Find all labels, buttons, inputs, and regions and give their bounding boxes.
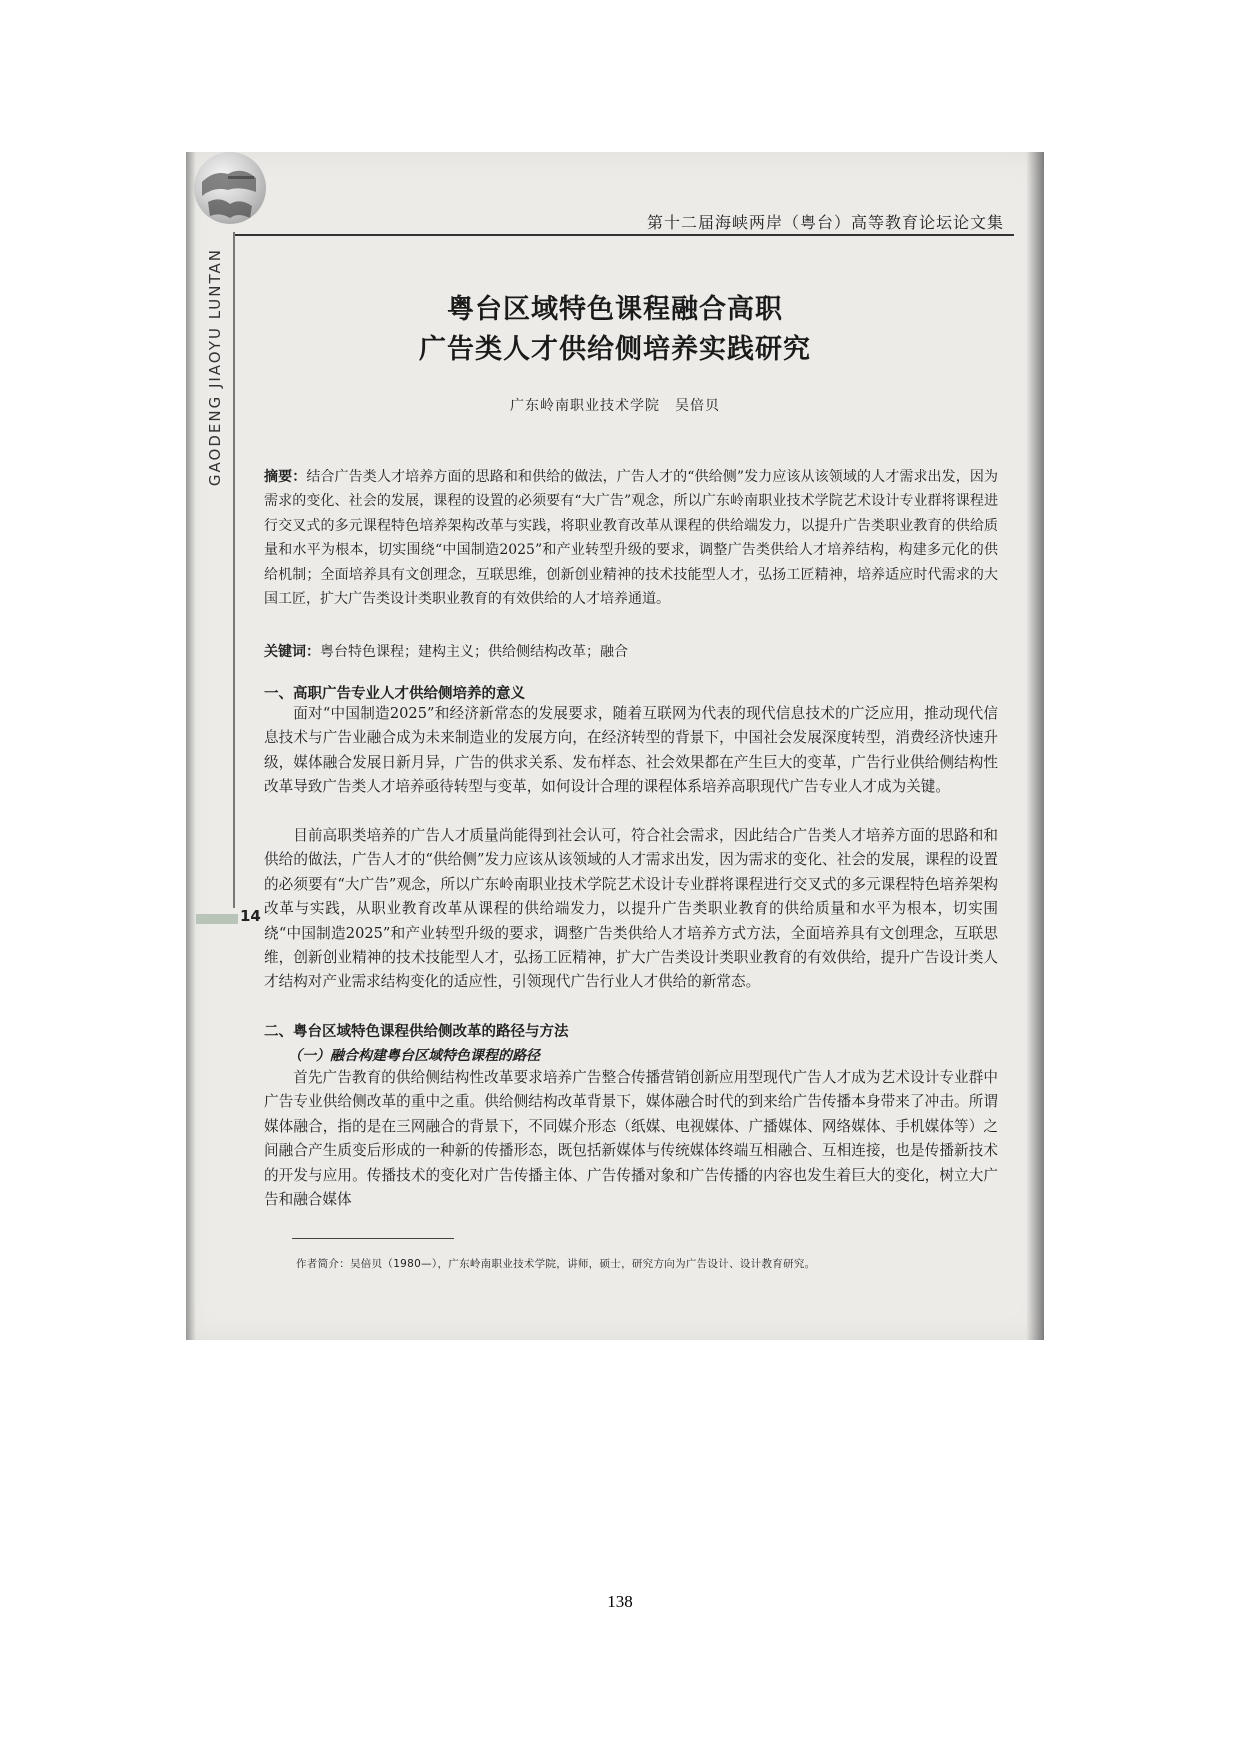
title-line-2: 广告类人才供给侧培养实践研究: [419, 334, 811, 365]
abstract-label: 摘要：: [264, 469, 307, 485]
subsection-heading: （一）融合构建粤台区域特色课程的路径: [288, 1048, 540, 1064]
scanned-page: [186, 152, 1044, 1340]
document-page-number: 138: [607, 1592, 633, 1611]
title-line-1: 粤台区域特色课程融合高职: [447, 294, 783, 325]
paragraph-2: 目前高职类培养的广告人才质量尚能得到社会认可，符合社会需求，因此结合广告类人才培养方面的思路和和供给的做法，广告人才的“供给侧”发力应该从该领域的人才需求出发，因为需求的变化、社会的发展，课程的设置的必须要有“大广告”观念，所以广东岭南职业技术学院艺术设计专业群将课程进行交叉式的多元课程特色培养架构改革与实践，从职业教育改革从课程的供给端发力，以提升广告类职业教育的供给质量和水平为根本，切实围绕“中国制造2025”和产业转型升级的要求，调整广告类供给人才培养方式方法，全面培养具有文创理念，互联思维，创新创业精神的技术技能型人才，弘扬工匠精神，扩大广告类设计类职业教育的有效供给，提升广告设计类人才结构对产业需求结构变化的适应性，引领现代广告行业人才供给的新常态。: [264, 827, 998, 991]
footnote-rule: [292, 1238, 454, 1239]
header-rule: [234, 234, 1014, 236]
paragraph-3: 首先广告教育的供给侧结构性改革要求培养广告整合传播营销创新应用型现代广告人才成为艺术设计专业群中广告专业供给侧改革的重中之重。供给侧结构改革背景下，媒体融合时代的到来给广告传播本身带来了冲击。所谓媒体融合，指的是在三网融合的背景下，不同媒介形态（纸媒、电视媒体、广播媒体、网络媒体、手机媒体等）之间融合产生质变后形成的一种新的传播形态，既包括新媒体与传统媒体终端互相融合、互相连接，也是传播新技术的开发与应用。传播技术的变化对广告传播主体、广告传播对象和广告传播的内容也发生着巨大的变化，树立大广告和融合媒体: [264, 1069, 998, 1209]
forum-logo-icon: [194, 152, 266, 224]
abstract: [264, 465, 998, 611]
abstract-text: 结合广告类人才培养方面的思路和和供给的做法，广告人才的“供给侧”发力应该从该领域的人才需求出发，因为需求的变化、社会的发展，课程的设置的必须要有“大广告”观念，所以广东岭南职业技术学院艺术设计专业群将课程进行交叉式的多元课程特色培养架构改革与实践，将职业教育改革从课程的供给端发力，以提升广告类职业教育的供给质量和水平为根本，切实围绕“中国制造2025”和产业转型升级的要求，调整广告类供给人才培养结构，构建多元化的供给机制；全面培养具有文创理念，互联思维，创新创业精神的技术技能型人才，弘扬工匠精神，培养适应时代需求的大国工匠，扩大广告类设计类职业教育的有效供给的人才培养通道。: [264, 469, 998, 608]
journal-page-number: 14: [240, 907, 261, 925]
keywords-text: 粤台特色课程；建构主义；供给侧结构改革；融合: [320, 644, 628, 660]
page-tab-marker: [196, 914, 238, 924]
spine-label: GAODENG JIAOYU LUNTAN: [206, 248, 224, 487]
keywords-label: 关键词：: [264, 644, 320, 660]
keywords: [264, 640, 998, 664]
section-2-heading: 二、粤台区域特色课程供给侧改革的路径与方法: [264, 1024, 569, 1040]
section-1-heading: 一、高职广告专业人才供给侧培养的意义: [264, 686, 525, 702]
author-line: 广东岭南职业技术学院 吴倍贝: [510, 398, 720, 414]
running-header: 第十二届海峡两岸（粤台）高等教育论坛论文集: [646, 213, 1004, 232]
author-footnote: 作者简介：吴倍贝（1980—），广东岭南职业技术学院，讲师，硕士，研究方向为广告设计、设计教育研究。: [296, 1258, 816, 1270]
paragraph-1: 面对“中国制造2025”和经济新常态的发展要求，随着互联网为代表的现代信息技术的广泛应用，推动现代信息技术与广告业融合成为未来制造业的发展方向，在经济转型的背景下，中国社会发展深度转型，消费经济快速升级，媒体融合发展日新月异，广告的供求关系、发布样态、社会效果都在产生巨大的变革，广告行业供给侧结构性改革导致广告类人才培养亟待转型与变革，如何设计合理的课程体系培养高职现代广告专业人才成为关键。: [264, 705, 998, 796]
